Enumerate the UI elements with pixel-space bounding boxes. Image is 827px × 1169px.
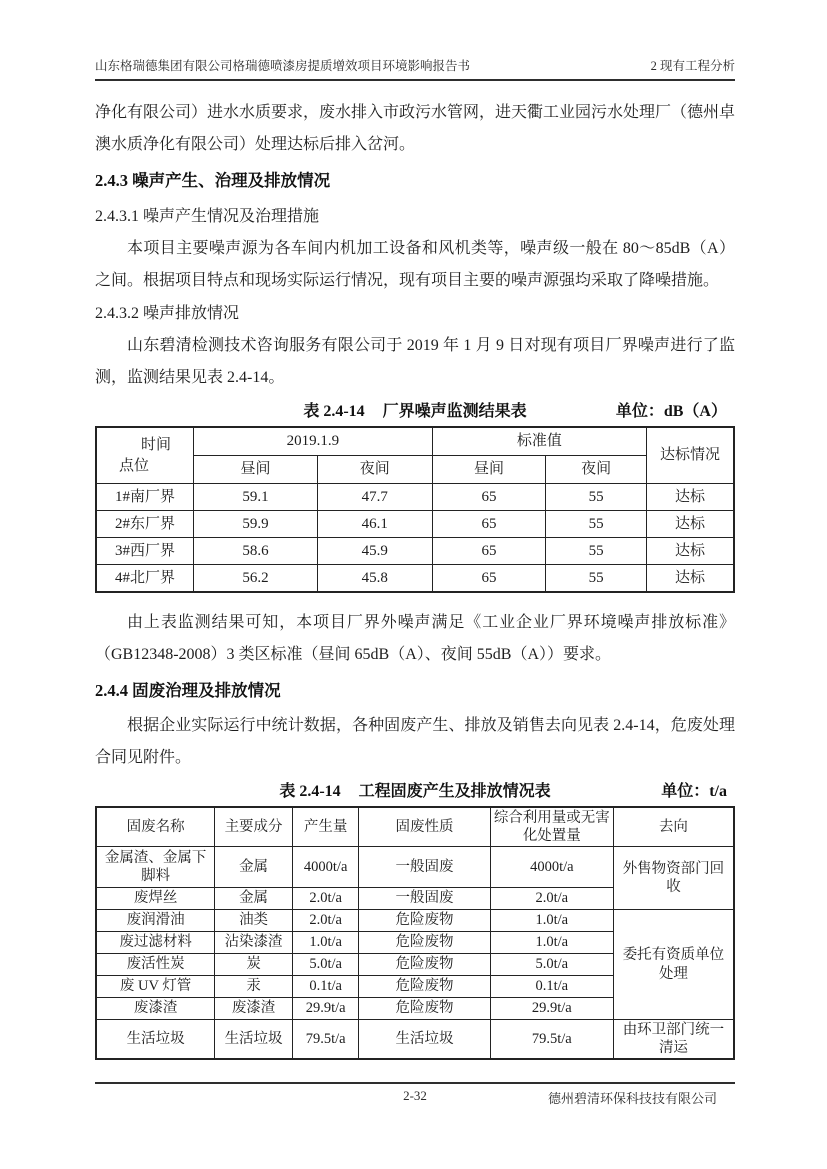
noise-point: 3#西厂界 bbox=[96, 538, 194, 565]
noise-night-value: 45.8 bbox=[317, 565, 432, 593]
table-row bbox=[96, 484, 734, 511]
noise-table-header-row-1 bbox=[96, 427, 734, 456]
table-row bbox=[96, 1020, 734, 1060]
table-row bbox=[96, 565, 734, 593]
noise-table-caption bbox=[95, 398, 735, 426]
noise-night-value: 46.1 bbox=[317, 511, 432, 538]
waste-destination-sell: 外售物资部门回收 bbox=[613, 847, 734, 910]
waste-destination-sanitation: 由环卫部门统一清运 bbox=[613, 1020, 734, 1060]
noise-compliance: 达标 bbox=[647, 565, 734, 593]
noise-std-night: 55 bbox=[546, 538, 647, 565]
paragraph-noise-monitoring: 山东碧清检测技术咨询服务有限公司于 2019 年 1 月 9 日对现有项目厂界噪声进行了监测，监测结果见表 2.4-14。 bbox=[95, 337, 735, 386]
waste-output: 2.0t/a bbox=[292, 910, 358, 932]
heading-2-4-3: 2.4.3 噪声产生、治理及排放情况 bbox=[95, 171, 331, 190]
noise-point: 1#南厂界 bbox=[96, 484, 194, 511]
waste-utilization: 1.0t/a bbox=[490, 910, 613, 932]
waste-header-name: 固废名称 bbox=[96, 807, 215, 847]
waste-header-property: 固废性质 bbox=[359, 807, 490, 847]
waste-header-utilization: 综合利用量或无害化处置量 bbox=[490, 807, 613, 847]
noise-table-day-header: 昼间 bbox=[194, 456, 318, 484]
corner-label-point: 点位 bbox=[119, 457, 150, 474]
waste-table-title bbox=[95, 778, 735, 806]
waste-utilization: 4000t/a bbox=[490, 847, 613, 888]
waste-name: 废焊丝 bbox=[96, 888, 215, 910]
waste-output: 5.0t/a bbox=[292, 954, 358, 976]
waste-component: 汞 bbox=[215, 976, 293, 998]
waste-property: 危险废物 bbox=[359, 932, 490, 954]
noise-std-day: 65 bbox=[432, 511, 546, 538]
waste-header-destination: 去向 bbox=[613, 807, 734, 847]
noise-std-day: 65 bbox=[432, 484, 546, 511]
waste-name: 废过滤材料 bbox=[96, 932, 215, 954]
waste-table-caption bbox=[95, 778, 735, 806]
paragraph-noise-source: 本项目主要噪声源为各车间内机加工设备和风机类等，噪声级一般在 80～85dB（A）之间。根据项目特点和现场实际运行情况，现有项目主要的噪声源强均采取了降噪措施。 bbox=[95, 240, 735, 289]
waste-name: 废活性炭 bbox=[96, 954, 215, 976]
noise-compliance: 达标 bbox=[647, 511, 734, 538]
waste-utilization: 5.0t/a bbox=[490, 954, 613, 976]
header-report-title: 山东格瑞德集团有限公司格瑞德喷漆房提质增效项目环境影响报告书 bbox=[95, 59, 471, 73]
waste-component: 生活垃圾 bbox=[215, 1020, 293, 1060]
waste-table-header-row bbox=[96, 807, 734, 847]
paragraph-intro: 净化有限公司）进水水质要求，废水排入市政污水管网，进天衢工业园污水处理厂（德州卓澳水质净化有限公司）处理达标后排入岔河。 bbox=[95, 104, 736, 153]
footer-company-name: 德州碧清环保科技技有限公司 bbox=[547, 1091, 717, 1106]
waste-output: 29.9t/a bbox=[292, 998, 358, 1020]
waste-property: 危险废物 bbox=[359, 954, 490, 976]
page-header bbox=[95, 56, 735, 81]
paragraph-noise-conclusion: 由上表监测结果可知，本项目厂界外噪声满足《工业企业厂界环境噪声排放标准》（GB12348-2008）3 类区标准（昼间 65dB（A）、夜间 55dB（A））要求。 bbox=[95, 614, 735, 663]
noise-point: 4#北厂界 bbox=[96, 565, 194, 593]
noise-table-std-day-header: 昼间 bbox=[432, 456, 546, 484]
noise-std-night: 55 bbox=[546, 511, 647, 538]
waste-output: 79.5t/a bbox=[292, 1020, 358, 1060]
noise-day-value: 58.6 bbox=[194, 538, 318, 565]
noise-day-value: 56.2 bbox=[194, 565, 318, 593]
waste-property: 生活垃圾 bbox=[359, 1020, 490, 1060]
waste-output: 2.0t/a bbox=[292, 888, 358, 910]
waste-component: 炭 bbox=[215, 954, 293, 976]
noise-table-unit: 单位：dB（A） bbox=[615, 403, 727, 420]
waste-component: 沾染漆渣 bbox=[215, 932, 293, 954]
heading-2-4-3-1: 2.4.3.1 噪声产生情况及治理措施 bbox=[95, 208, 320, 225]
waste-name: 生活垃圾 bbox=[96, 1020, 215, 1060]
noise-table-standard-header: 标准值 bbox=[432, 427, 646, 456]
waste-destination-entrust: 委托有资质单位处理 bbox=[613, 910, 734, 1020]
waste-property: 一般固废 bbox=[359, 888, 490, 910]
waste-output: 4000t/a bbox=[292, 847, 358, 888]
waste-component: 金属 bbox=[215, 847, 293, 888]
noise-point: 2#东厂界 bbox=[96, 511, 194, 538]
noise-table-label: 表 2.4-14 bbox=[303, 403, 365, 420]
noise-std-day: 65 bbox=[432, 538, 546, 565]
waste-utilization: 29.9t/a bbox=[490, 998, 613, 1020]
noise-table-night-header: 夜间 bbox=[317, 456, 432, 484]
noise-night-value: 47.7 bbox=[317, 484, 432, 511]
table-row bbox=[96, 847, 734, 888]
noise-table-compliance-header: 达标情况 bbox=[647, 427, 734, 484]
waste-property: 一般固废 bbox=[359, 847, 490, 888]
waste-component: 油类 bbox=[215, 910, 293, 932]
waste-name: 废润滑油 bbox=[96, 910, 215, 932]
waste-table-label: 表 2.4-14 bbox=[279, 783, 341, 800]
waste-utilization: 1.0t/a bbox=[490, 932, 613, 954]
noise-std-day: 65 bbox=[432, 565, 546, 593]
noise-compliance: 达标 bbox=[647, 538, 734, 565]
noise-std-night: 55 bbox=[546, 484, 647, 511]
footer-page-number: 2-32 bbox=[403, 1088, 427, 1103]
waste-name: 废漆渣 bbox=[96, 998, 215, 1020]
noise-day-value: 59.1 bbox=[194, 484, 318, 511]
waste-property: 危险废物 bbox=[359, 910, 490, 932]
waste-utilization: 2.0t/a bbox=[490, 888, 613, 910]
waste-component: 废漆渣 bbox=[215, 998, 293, 1020]
noise-compliance: 达标 bbox=[647, 484, 734, 511]
heading-2-4-3-2: 2.4.3.2 噪声排放情况 bbox=[95, 305, 240, 322]
heading-2-4-4: 2.4.4 固废治理及排放情况 bbox=[95, 681, 281, 700]
waste-utilization: 0.1t/a bbox=[490, 976, 613, 998]
waste-header-output: 产生量 bbox=[292, 807, 358, 847]
noise-std-night: 55 bbox=[546, 565, 647, 593]
noise-day-value: 59.9 bbox=[194, 511, 318, 538]
page-footer bbox=[95, 1082, 735, 1110]
noise-monitoring-table bbox=[95, 426, 735, 593]
paragraph-solid-waste: 根据企业实际运行中统计数据，各种固废产生、排放及销售去向见表 2.4-14，危废处理合同见附件。 bbox=[95, 717, 735, 766]
waste-utilization: 79.5t/a bbox=[490, 1020, 613, 1060]
table-row bbox=[96, 511, 734, 538]
noise-table-name: 厂界噪声监测结果表 bbox=[382, 403, 527, 420]
waste-header-component: 主要成分 bbox=[215, 807, 293, 847]
corner-label-time: 时间 bbox=[141, 437, 172, 454]
waste-name: 金属渣、金属下脚料 bbox=[96, 847, 215, 888]
waste-component: 金属 bbox=[215, 888, 293, 910]
waste-output: 0.1t/a bbox=[292, 976, 358, 998]
noise-night-value: 45.9 bbox=[317, 538, 432, 565]
noise-table-date-header: 2019.1.9 bbox=[194, 427, 433, 456]
table-row bbox=[96, 910, 734, 932]
waste-table-name: 工程固废产生及排放情况表 bbox=[358, 783, 551, 800]
waste-name: 废 UV 灯管 bbox=[96, 976, 215, 998]
waste-property: 危险废物 bbox=[359, 976, 490, 998]
solid-waste-table bbox=[95, 806, 735, 1060]
noise-table-std-night-header: 夜间 bbox=[546, 456, 647, 484]
waste-property: 危险废物 bbox=[359, 998, 490, 1020]
table-row bbox=[96, 538, 734, 565]
header-chapter-title: 2 现有工程分析 bbox=[650, 59, 735, 73]
waste-table-unit: 单位：t/a bbox=[661, 783, 727, 800]
noise-table-corner-cell bbox=[96, 427, 194, 484]
waste-output: 1.0t/a bbox=[292, 932, 358, 954]
